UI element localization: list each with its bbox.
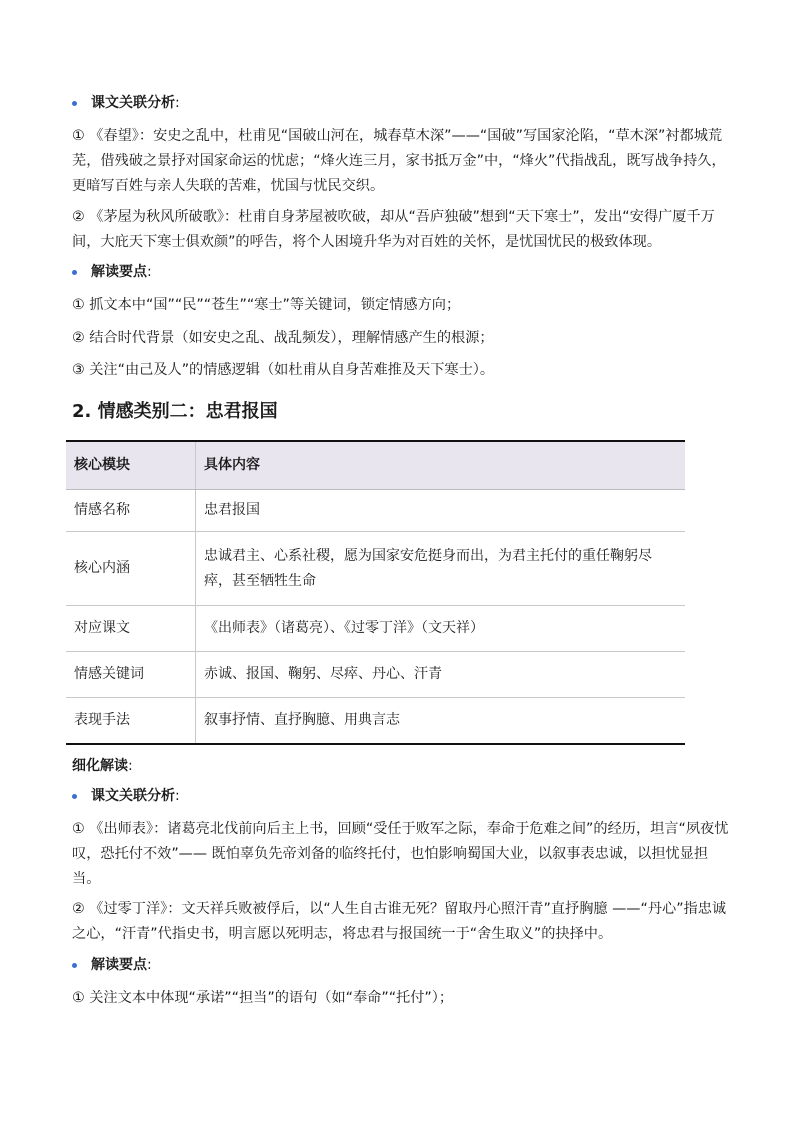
analysis-heading-2: 课文关联分析 : bbox=[72, 786, 180, 806]
table-cell: 赤诚、报国、鞠躬、尽瘁、丹心、汗青 bbox=[196, 652, 686, 698]
section-title: 2. 情感类别二：忠君报国 bbox=[72, 401, 278, 422]
table-header-cell: 核心模块 bbox=[66, 441, 196, 490]
point-item: ① 关注文本中体现“承诺”“担当”的语句（如“奉命”“托付”）； bbox=[72, 990, 454, 1006]
bullet-icon bbox=[72, 963, 77, 968]
table-row bbox=[66, 698, 685, 744]
point-item: ③ 关注“由己及人”的情感逻辑（如杜甫从自身苦难推及天下寒士）。 bbox=[72, 362, 495, 378]
table-cell: 核心内涵 bbox=[66, 532, 196, 606]
analysis-heading-1: 课文关联分析 : bbox=[72, 93, 180, 113]
analysis-paragraph-2: ② 《茅屋为秋风所破歌》：杜甫自身茅屋被吹破，却从“吾庐独破”想到“天下寒士”，发出“安得广厦千万间，大庇天下寒士俱欢颜”的呼告，将个人困境升华为对百姓的关怀，是忧国忧民的极致体现。 bbox=[72, 209, 715, 250]
bullet-icon bbox=[72, 270, 77, 275]
table-header-row bbox=[66, 441, 685, 490]
analysis-paragraph-4: ② 《过零丁洋》：文天祥兵败被俘后，以“人生自古谁无死？留取丹心照汗青”直抒胸臆 ——“丹心”指忠诚之心，“汗青”代指史书，明言愿以死明志，将忠君与报国统一于“舍生取义”的抉择中。 bbox=[72, 901, 727, 942]
table-cell: 情感关键词 bbox=[66, 652, 196, 698]
table-header-cell: 具体内容 bbox=[196, 441, 686, 490]
table-cell: 情感名称 bbox=[66, 490, 196, 532]
point-item: ① 抓文本中“国”“民”“苍生”“寒士”等关键词，锁定情感方向； bbox=[72, 297, 461, 313]
table-cell: 《出师表》（诸葛亮）、《过零丁洋》（文天祥） bbox=[196, 606, 686, 652]
points-heading-1: 解读要点 : bbox=[72, 262, 152, 282]
analysis-paragraph-3: ① 《出师表》：诸葛亮北伐前向后主上书，回顾“受任于败军之际，奉命于危难之间”的经历，坦言“夙夜忧叹，恐托付不效”—— 既怕辜负先帝刘备的临终托付，也怕影响蜀国大业，以叙事表忠诚，以担忧显担当。 bbox=[72, 821, 729, 887]
table-row bbox=[66, 532, 685, 606]
table-row bbox=[66, 606, 685, 652]
table-cell: 忠君报国 bbox=[196, 490, 686, 532]
bullet-icon bbox=[72, 794, 77, 799]
table-cell: 忠诚君主、心系社稷，愿为国家安危挺身而出，为君主托付的重任鞠躬尽瘁，甚至牺牲生命 bbox=[196, 532, 686, 606]
points-heading-2: 解读要点 : bbox=[72, 955, 152, 975]
table-cell: 叙事抒情、直抒胸臆、用典言志 bbox=[196, 698, 686, 744]
table-cell: 对应课文 bbox=[66, 606, 196, 652]
analysis-paragraph-1: ① 《春望》：安史之乱中，杜甫见“国破山河在，城春草木深”——“国破”写国家沦陷，“草木深”衬都城荒芜，借残破之景抒对国家命运的忧虑；“烽火连三月，家书抵万金”中，“烽火”代指战乱，既写战争持久，更暗写百姓与亲人失联的苦难，忧国与忧民交织。 bbox=[72, 128, 726, 194]
table-row bbox=[66, 490, 685, 532]
detail-heading: 细化解读: bbox=[72, 758, 133, 774]
bullet-icon bbox=[72, 101, 77, 106]
point-item: ② 结合时代背景（如安史之乱、战乱频发），理解情感产生的根源； bbox=[72, 330, 494, 346]
emotion-table bbox=[66, 440, 685, 745]
table-cell: 表现手法 bbox=[66, 698, 196, 744]
table-row bbox=[66, 652, 685, 698]
